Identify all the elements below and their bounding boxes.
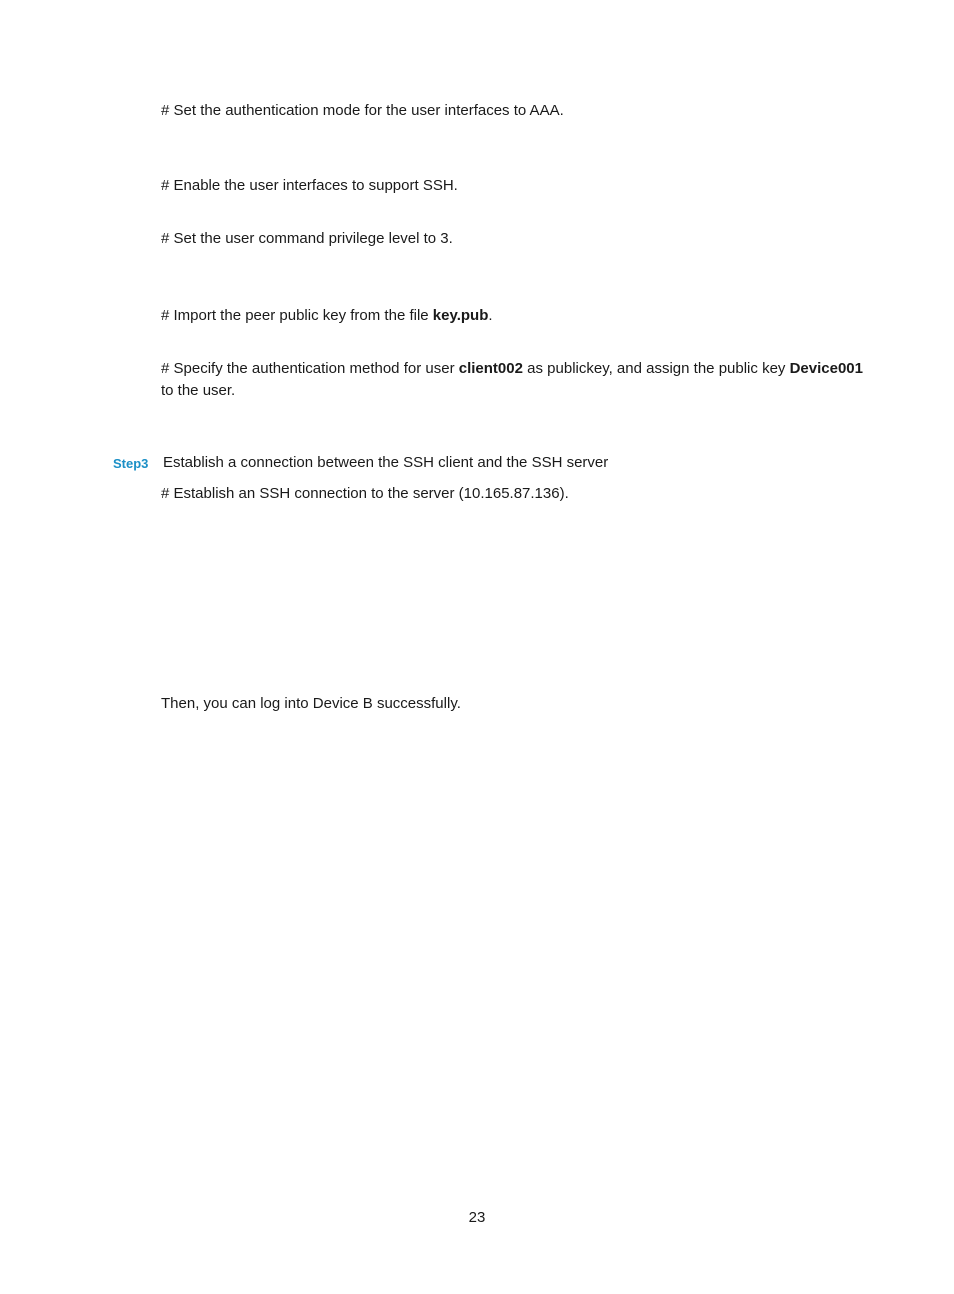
instruction-enable-ssh: # Enable the user interfaces to support SSH. xyxy=(161,177,458,194)
user-name: client002 xyxy=(458,360,523,377)
instruction-auth-method xyxy=(161,358,863,402)
public-key-name: Device001 xyxy=(789,360,863,377)
import-key-prefix: # Import the peer public key from the file xyxy=(161,307,433,324)
auth-method-suffix: to the user. xyxy=(161,382,236,399)
instruction-privilege-level: # Set the user command privilege level to 3. xyxy=(161,230,453,247)
auth-method-prefix: # Specify the authentication method for user xyxy=(161,360,459,377)
key-file-name: key.pub xyxy=(432,307,489,324)
auth-method-middle: as publickey, and assign the public key xyxy=(522,360,790,377)
instruction-import-key xyxy=(161,305,863,327)
step-label: Step3 xyxy=(113,456,149,471)
page-number: 23 xyxy=(468,1209,486,1226)
instruction-auth-mode: # Set the authentication mode for the user interfaces to AAA. xyxy=(161,102,564,119)
import-key-suffix: . xyxy=(488,307,493,324)
instruction-establish-connection: # Establish an SSH connection to the server (10.165.87.136). xyxy=(161,485,569,502)
conclusion-text: Then, you can log into Device B successfully. xyxy=(161,695,461,712)
step-title: Establish a connection between the SSH client and the SSH server xyxy=(163,454,609,471)
